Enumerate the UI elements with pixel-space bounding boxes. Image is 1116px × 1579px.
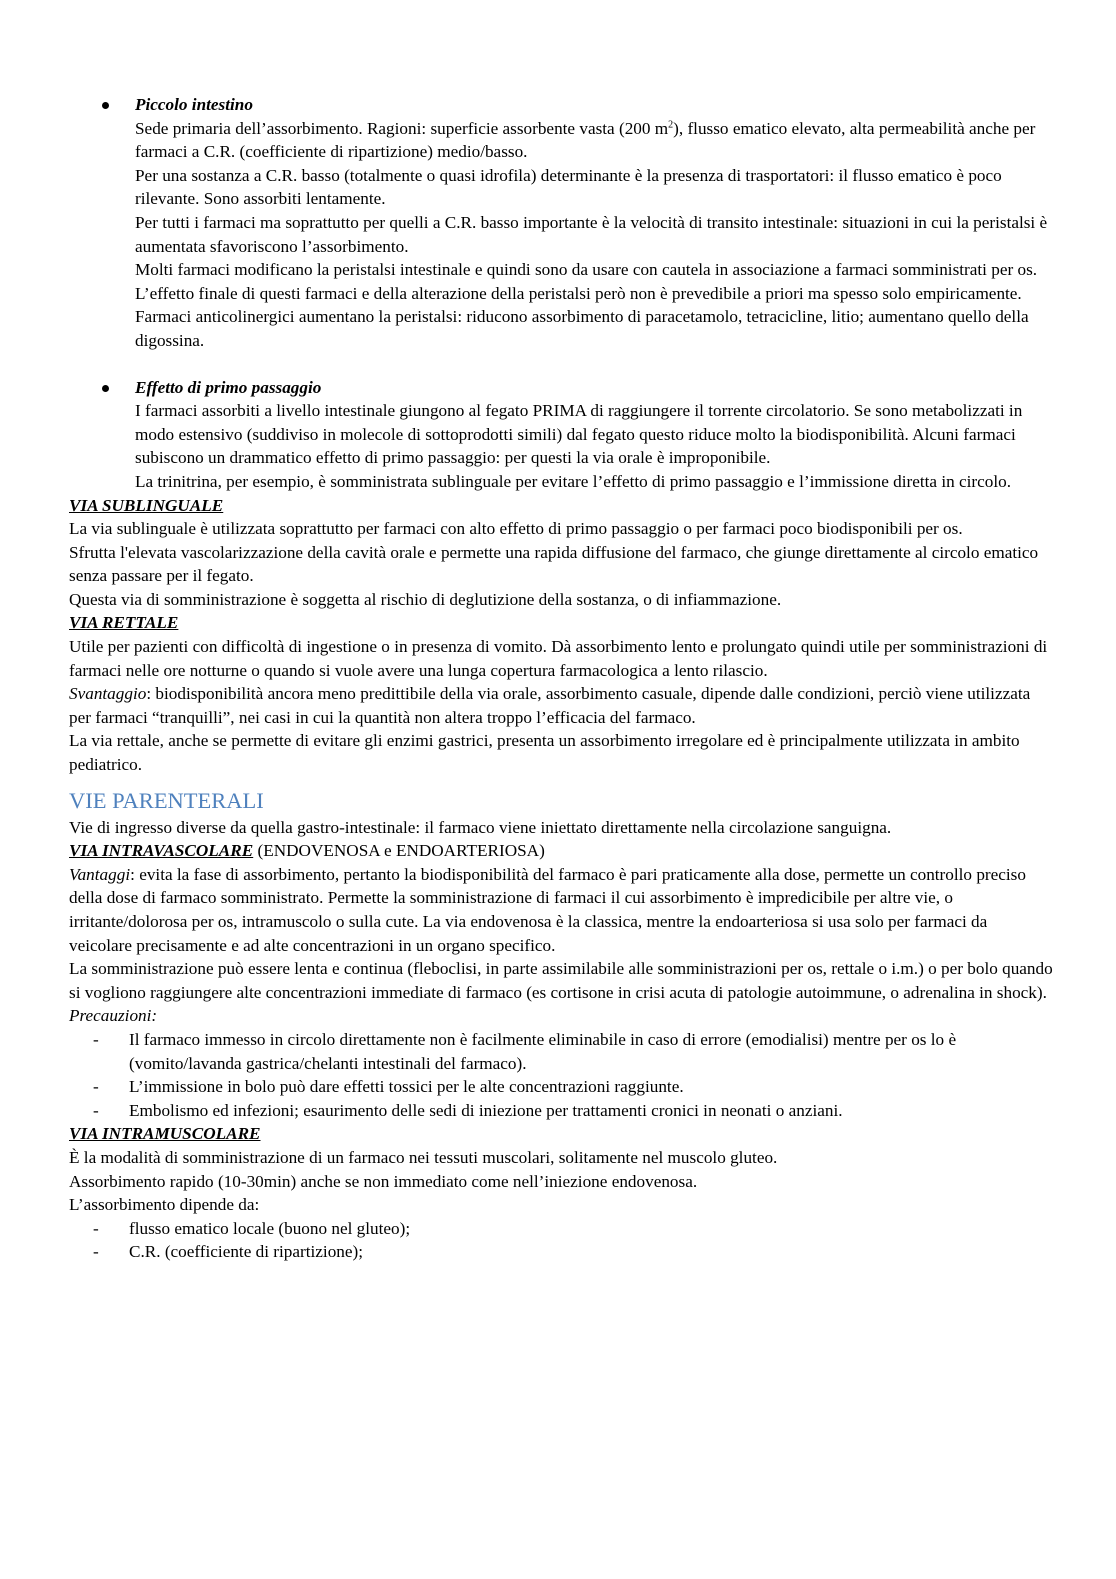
list-item [69, 1217, 1054, 1241]
heading-via-intravascolare: VIA INTRAVASCOLARE [69, 841, 254, 861]
list-item [69, 1075, 1054, 1099]
dash-marker: - [93, 1100, 99, 1120]
paragraph: L’assorbimento dipende da: [69, 1195, 260, 1215]
bullet-primo-passaggio [69, 376, 1054, 494]
bullet-piccolo-intestino [69, 93, 1054, 353]
paragraph [135, 117, 1054, 164]
dash-marker: - [93, 1218, 99, 1238]
label-vantaggi: Vantaggi [69, 864, 131, 884]
heading-via-sublinguale: VIA SUBLINGUALE [69, 495, 224, 515]
paragraph: Farmaci anticolinergici aumentano la peristalsi: riducono assorbimento di paracetamolo, tetracicline, litio; aumentano quello della digossina. [135, 307, 1029, 350]
superscript: 2 [668, 118, 674, 130]
paragraph: Per tutti i farmaci ma soprattutto per quelli a C.R. basso importante è la velocità di transito intestinale: situazioni in cui la peristalsi è aumentata sfavoriscono l’assorbimento. [135, 212, 1048, 256]
dash-marker: - [93, 1077, 99, 1097]
text: Sede primaria dell’assorbimento. Ragioni: superficie assorbente vasta (200 m [135, 118, 669, 138]
list-item-text: C.R. (coefficiente di ripartizione); [129, 1242, 364, 1262]
list-item-text: flusso ematico locale (buono nel gluteo); [129, 1218, 411, 1238]
list-item-text: Il farmaco immesso in circolo direttamente non è facilmente eliminabile in caso di errore (emodialisi) mentre per os lo è (vomito/lavanda gastrica/chelanti intestinali del farmaco). [129, 1029, 957, 1073]
paragraph: La somministrazione può essere lenta e continua (fleboclisi, in parte assimilabile alle somministrazioni per os, rettale o i.m.) o per bolo quando si vogliono raggiungere alte concentrazioni immediate di farmaco (es cortisone in crisi acuta di patologie autoimmune, o adrenalina in shock). [69, 959, 1053, 1002]
paragraph [69, 863, 1054, 957]
bullet-title: Piccolo intestino [135, 95, 253, 114]
paragraph: Utile per pazienti con difficoltà di ingestione o in presenza di vomito. Dà assorbimento lento e prolungato quindi utile per somministrazioni di farmaci nelle ore notturne o quando si vuole avere una lunga copertura farmacologica a lento rilascio. [69, 637, 1048, 680]
bullet-title: Effetto di primo passaggio [135, 377, 322, 397]
list-item [69, 1028, 1054, 1075]
heading-line-intravascolare [69, 839, 1054, 863]
list-item [69, 1240, 1054, 1264]
spacer [69, 353, 1054, 376]
list-item [69, 1099, 1054, 1123]
text: : biodisponibilità ancora meno predittibile della via orale, assorbimento casuale, dipende dalle condizioni, perciò viene utilizzata per farmaci “tranquilli”, nei casi in cui la quantità non altera troppo l’efficacia del farmaco. [69, 684, 1031, 727]
paragraph: Vie di ingresso diverse da quella gastro-intestinale: il farmaco viene iniettato direttamente nella circolazione sanguigna. [69, 817, 892, 837]
text: : evita la fase di assorbimento, pertanto la biodisponibilità del farmaco è pari praticamente alla dose, permette un controllo preciso della dose di farmaco somministrato. Permette la somministrazione di farmaci il cui assorbimento è impredicibile per altre vie, o irritante/dolorosa per os, intramuscolo o sulla cute. La via endovenosa è la classica, mentre la endoarteriosa si usa solo per farmaci da veicolare precisamente e ad alte concentrazioni in un organo specifico. [69, 864, 1026, 955]
paragraph [69, 682, 1054, 729]
paragraph: La trinitrina, per esempio, è somministrata sublinguale per evitare l’effetto di primo passaggio e l’immissione diretta in circolo. [135, 471, 1011, 491]
paragraph: È la modalità di somministrazione di un farmaco nei tessuti muscolari, solitamente nel muscolo gluteo. [69, 1147, 778, 1167]
dash-marker: - [93, 1029, 99, 1049]
bullet-dot-icon [102, 385, 109, 392]
paragraph: Assorbimento rapido (10-30min) anche se non immediato come nell’iniezione endovenosa. [69, 1171, 698, 1191]
heading-suffix: (ENDOVENOSA e ENDOARTERIOSA) [253, 841, 545, 861]
heading-via-rettale: VIA RETTALE [69, 613, 179, 633]
paragraph: Molti farmaci modificano la peristalsi intestinale e quindi sono da usare con cautela in associazione a farmaci somministrati per os. [135, 260, 1038, 280]
page-content [69, 93, 1054, 1264]
label-precauzioni: Precauzioni: [69, 1006, 158, 1026]
paragraph: Per una sostanza a C.R. basso (totalmente o quasi idrofila) determinante è la presenza di trasportatori: il flusso ematico è poco rilevante. Sono assorbiti lentamente. [135, 165, 1002, 209]
paragraph: I farmaci assorbiti a livello intestinale giungono al fegato PRIMA di raggiungere il torrente circolatorio. Se sono metabolizzati in modo estensivo (suddiviso in molecole di sottoprodotti simili) dal fegato questo riduce molto la biodisponibilità. Alcuni farmaci subiscono un drammatico effetto di primo passaggio: per questi la via orale è improponibile. [135, 401, 1023, 468]
paragraph: L’effetto finale di questi farmaci e della alterazione della peristalsi però non è prevedibile a priori ma spesso solo empiricamente. [135, 283, 1022, 303]
bullet-dot-icon [102, 102, 109, 109]
paragraph: Questa via di somministrazione è soggetta al rischio di deglutizione della sostanza, o di infiammazione. [69, 589, 782, 609]
section-title-vie-parenterali: VIE PARENTERALI [69, 787, 264, 813]
dash-marker: - [93, 1242, 99, 1262]
paragraph: La via rettale, anche se permette di evitare gli enzimi gastrici, presenta un assorbimento irregolare ed è principalmente utilizzata in ambito pediatrico. [69, 731, 1020, 775]
list-item-text: L’immissione in bolo può dare effetti tossici per le alte concentrazioni raggiunte. [129, 1077, 684, 1097]
label-svantaggio: Svantaggio [69, 684, 147, 704]
heading-via-intramuscolare: VIA INTRAMUSCOLARE [69, 1124, 261, 1144]
paragraph: Sfrutta l'elevata vascolarizzazione della cavità orale e permette una rapida diffusione del farmaco, che giunge direttamente al circolo ematico senza passare per il fegato. [69, 542, 1039, 586]
paragraph: La via sublinguale è utilizzata soprattutto per farmaci con alto effetto di primo passaggio o per farmaci poco biodisponibili per os. [69, 519, 963, 539]
list-item-text: Embolismo ed infezioni; esaurimento delle sedi di iniezione per trattamenti cronici in neonati o anziani. [129, 1100, 843, 1120]
text: ), flusso ematico elevato, alta permeabilità anche per farmaci a C.R. (coefficiente di ripartizione) medio/basso. [135, 118, 1036, 162]
